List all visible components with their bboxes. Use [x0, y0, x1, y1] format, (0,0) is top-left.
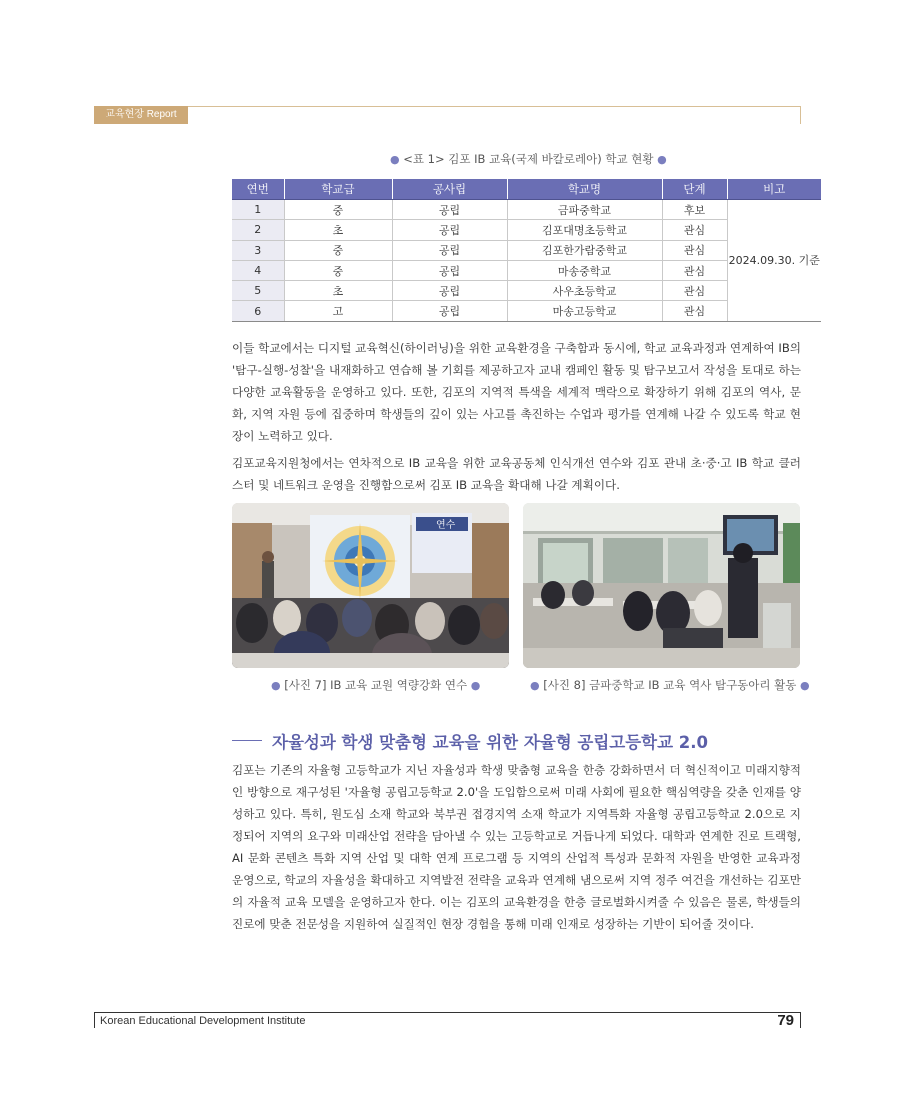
col-header-name: 학교명	[507, 179, 662, 200]
col-header-note: 비고	[727, 179, 821, 200]
photo8-caption	[530, 677, 810, 693]
body-paragraph: 김포는 기존의 자율형 고등학교가 지닌 자율성과 학생 맞춤형 교육을 한층 강화하면서 더 혁신적이고 미래지향적인 방향으로 재구성된 '자율형 공립고등학교 2.0'을 도입함으로써 미래 사회에 필요한 핵심역량을 갖춘 인재를 양성하고 있다. 특히, 원도심 소재 학교와 북부권 접경지역 소재 학교가 지역특화 자율형 공립고등학교 2.0으로 지정되어 지역의 요구와 미래산업 전략을 담아낼 수 있는 고등학교로 거듭나게 되었다. 대학과 연계한 진로 트랙형, AI 문화 콘텐츠 특화 지역 산업 및 대학 연계 프로그램 등 지역의 산업적 특성과 문화적 자원을 반영한 교육과정 운영으로, 학교의 자율성을 확대하고 지역발전 전략을 교육과 연계해 냄으로써 지역 정주 여건을 개선하는 김포만의 자율적 교육 모델을 운영하고자 한다. 이는 김포의 교육환경을 한층 글로벌화시켜줄 수 있음은 물론, 학생들의 진로에 맞춘 전문성을 지원하여 실질적인 현장 경험을 통해 미래 인재로 성장하는 기반이 되어줄 것이다.	[232, 763, 801, 931]
cell-stage: 관심	[662, 220, 727, 240]
cell-name: 김포대명초등학교	[507, 220, 662, 240]
cell-no: 4	[232, 260, 284, 280]
footer-institute: Korean Educational Development Institute	[100, 1015, 306, 1027]
bullet-dot-icon: ●	[271, 679, 281, 692]
footer-rule-start	[94, 1012, 95, 1028]
cell-no: 2	[232, 220, 284, 240]
bullet-dot-icon: ●	[657, 153, 667, 166]
bullet-dot-icon: ●	[390, 153, 400, 166]
cell-stage: 후보	[662, 200, 727, 220]
col-header-no: 연번	[232, 179, 284, 200]
table-row	[232, 200, 821, 220]
body-paragraph: 이들 학교에서는 디지털 교육혁신(하이러닝)을 위한 교육환경을 구축함과 동시에, 학교 교육과정과 연계하여 IB의 '탐구-실행-성찰'을 내재화하고 연습해 볼 기회를 제공하고자 교내 캠페인 활동 및 탐구보고서 작성을 토대로 하는 다양한 교육활동을 운영하고 있다. 또한, 김포의 지역적 특색을 세계적 맥락으로 확장하기 위해 김포의 역사, 문화, 지역 자원 등에 집중하며 학생들의 깊이 있는 사고를 촉진하는 수업과 평가를 연계해 나갈 수 있도록 학교 현장이 노력하고 있다.	[232, 341, 801, 443]
cell-no: 3	[232, 240, 284, 260]
photo7-caption	[271, 677, 480, 693]
cell-no: 1	[232, 200, 284, 220]
school-status-table	[232, 179, 821, 322]
photo7-caption-text: [사진 7] IB 교육 교원 역량강화 연수	[284, 678, 468, 692]
bullet-dot-icon: ●	[800, 679, 810, 692]
cell-name: 김포한가람중학교	[507, 240, 662, 260]
cell-stage: 관심	[662, 301, 727, 321]
cell-level: 초	[284, 220, 392, 240]
page-number: 79	[777, 1012, 794, 1029]
cell-name: 마송고등학교	[507, 301, 662, 321]
cell-name: 사우초등학교	[507, 281, 662, 301]
table-caption	[390, 151, 667, 167]
body-paragraph: 김포교육지원청에서는 연차적으로 IB 교육을 위한 교육공동체 인식개선 연수와 김포 관내 초·중·고 IB 학교 클러스터 및 네트워크 운영을 진행함으로써 김포 IB 교육을 확대해 나갈 계획이다.	[232, 456, 801, 492]
cell-note: 2024.09.30. 기준	[727, 200, 821, 322]
bullet-dot-icon: ●	[470, 679, 481, 692]
cell-name: 마송중학교	[507, 260, 662, 280]
photo-classroom-image	[523, 503, 800, 668]
section-title: 자율성과 학생 맞춤형 교육을 위한 자율형 공립고등학교 2.0	[272, 733, 709, 752]
cell-type: 공립	[392, 240, 507, 260]
cell-stage: 관심	[662, 240, 727, 260]
photo8-caption-text: [사진 8] 금파중학교 IB 교육 역사 탐구동아리 활동	[543, 678, 797, 692]
footer-rule	[94, 1012, 801, 1013]
header-rule	[188, 106, 800, 107]
cell-level: 초	[284, 281, 392, 301]
cell-type: 공립	[392, 301, 507, 321]
table-caption-text: <표 1> 김포 IB 교육(국제 바칼로레아) 학교 현황	[403, 152, 654, 166]
section-rule	[232, 740, 262, 741]
cell-no: 5	[232, 281, 284, 301]
cell-level: 중	[284, 260, 392, 280]
photo-training-image	[232, 503, 509, 668]
cell-level: 중	[284, 200, 392, 220]
bullet-dot-icon: ●	[530, 679, 540, 692]
cell-type: 공립	[392, 220, 507, 240]
cell-no: 6	[232, 301, 284, 321]
cell-level: 고	[284, 301, 392, 321]
header-rule-end	[800, 106, 801, 124]
photo-banner-text: 연수	[436, 520, 456, 531]
cell-stage: 관심	[662, 281, 727, 301]
cell-name: 금파중학교	[507, 200, 662, 220]
cell-type: 공립	[392, 260, 507, 280]
cell-level: 중	[284, 240, 392, 260]
section-tab: 교육현장 Report	[94, 106, 188, 124]
photo-ib-teacher-training	[232, 503, 509, 668]
cell-type: 공립	[392, 281, 507, 301]
cell-stage: 관심	[662, 260, 727, 280]
col-header-type: 공사립	[392, 179, 507, 200]
photo-history-club-activity	[523, 503, 800, 668]
cell-type: 공립	[392, 200, 507, 220]
footer-rule-end	[800, 1012, 801, 1028]
col-header-stage: 단계	[662, 179, 727, 200]
col-header-level: 학교급	[284, 179, 392, 200]
